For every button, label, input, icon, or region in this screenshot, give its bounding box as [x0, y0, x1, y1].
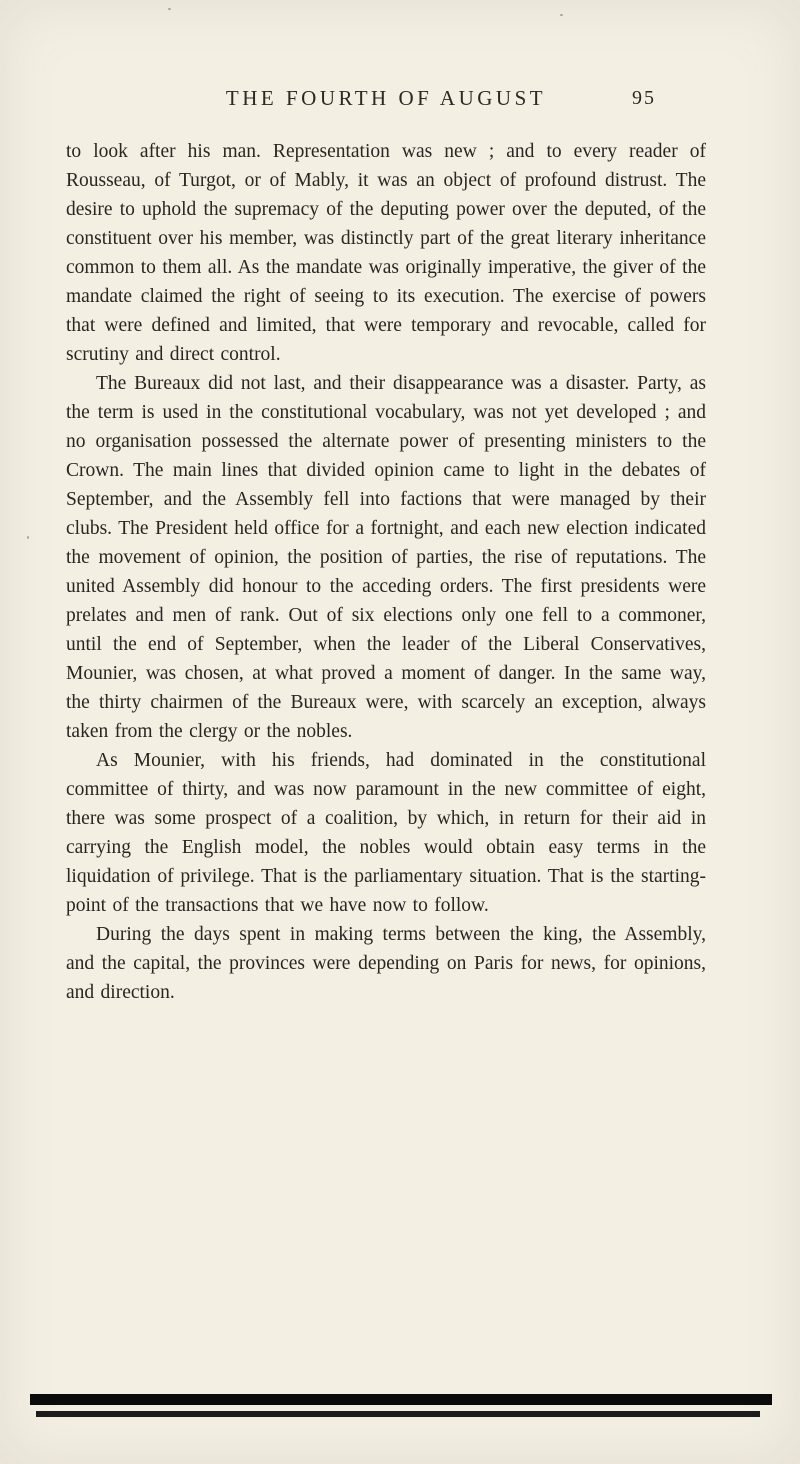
scan-speckle	[168, 8, 171, 10]
page-body	[66, 137, 706, 1007]
running-title: THE FOURTH OF AUGUST	[225, 86, 547, 110]
paragraph-continuation: to look after his man. Representation was new ; and to every reader of Rousseau, of Turgot, or of Mably, it was an object of profound distrust. The desire to uphold the supremacy of the deputing power over the deputed, of the constituent over his member, was distinctly part of the great literary inheritance common to them all. As the mandate was originally imperative, the giver of the mandate claimed the right of seeing to its execution. The exercise of powers that were defined and limited, that were temporary and revocable, called for scrutiny and direct control.	[66, 141, 706, 365]
paragraph: The Bureaux did not last, and their disappearance was a disaster. Party, as the term is used in the constitutional vocabulary, was not yet developed ; and no organisation possessed the alternate power of presenting ministers to the Crown. The main lines that divided opinion came to light in the debates of September, and the Assembly fell into factions that were managed by their clubs. The President held office for a fortnight, and each new election indicated the movement of opinion, the position of parties, the rise of reputations. The united Assembly did honour to the acceding orders. The first presidents were prelates and men of rank. Out of six elections only one fell to a commoner, until the end of September, when the leader of the Liberal Conservatives, Mounier, was chosen, at what proved a moment of danger. In the same way, the thirty chairmen of the Bureaux were, with scarcely an exception, always taken from the clergy or the nobles.	[66, 373, 706, 742]
scan-speckle	[560, 14, 563, 16]
scan-artifact-bar-thin	[36, 1411, 760, 1417]
scan-speckle	[27, 536, 29, 539]
paragraph: As Mounier, with his friends, had dominated in the constitutional committee of thirty, and was now paramount in the new committee of eight, there was some prospect of a coalition, by which, in return for their aid in carrying the English model, the nobles would obtain easy terms in the liquidation of privilege. That is the parliamentary situation. That is the starting-point of the transactions that we have now to follow.	[66, 750, 706, 916]
page-header	[66, 86, 706, 116]
page-number: 95	[632, 87, 656, 109]
paragraph: During the days spent in making terms between the king, the Assembly, and the capital, the provinces were depending on Paris for news, for opinions, and direction.	[66, 924, 706, 1003]
scan-artifact-bar-thick	[30, 1394, 772, 1405]
